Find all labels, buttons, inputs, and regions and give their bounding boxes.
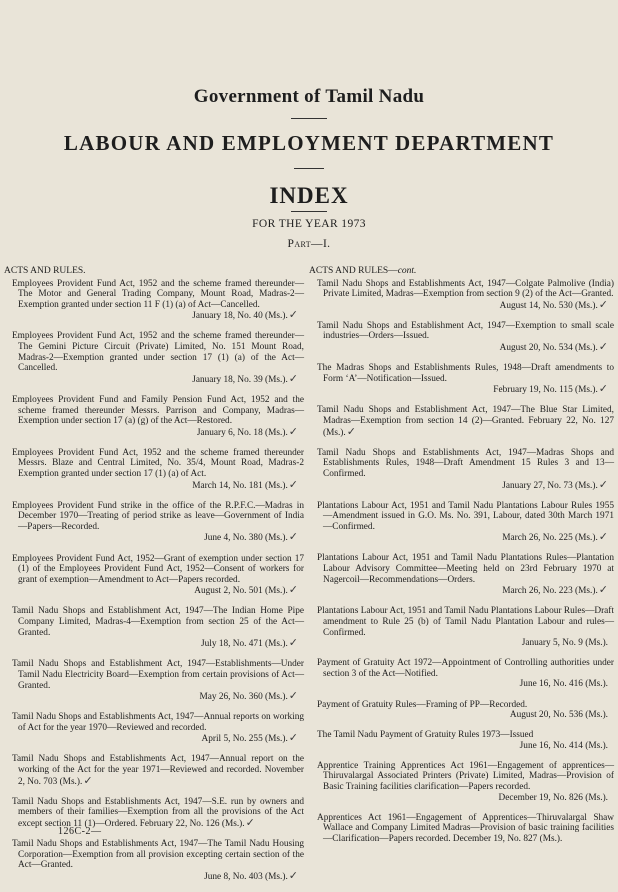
index-entry [309, 405, 614, 438]
index-entry [309, 700, 614, 721]
entry-text: The Madras Shops and Establishments Rules, 1948—Draft amendments to Form ‘A’—Notification—Issued. [317, 363, 614, 384]
index-entry [4, 797, 304, 830]
entry-text: Employees Provident Fund strike in the office of the R.P.F.C.—Madras in December 1970—Treating of period strike as leave—Government of India—Papers—Recorded. [12, 500, 304, 532]
index-entry [309, 321, 614, 354]
entry-text: Plantations Labour Act, 1951 and Tamil Nadu Plantations Labour Rules 1955—Amendment issued in G.O. Ms. No. 391, Labour, dated 30th March 1971—Confirmed. [317, 500, 614, 532]
part-label: Part—I. [287, 238, 331, 250]
left-column-heading: ACTS AND RULES. [4, 266, 86, 276]
entry-ref: January 6, No. 18 (Ms.).✓ [196, 424, 298, 438]
title-rule [291, 118, 327, 119]
entry-text: Plantations Labour Act, 1951 and Tamil Nadu Plantations Labour Rules—Draft amendment to Rule 25 (b) of Tamil Nadu Plantation Labour and rules—Confirmed. [317, 606, 614, 638]
entry-ref: June 16, No. 416 (Ms.). [519, 679, 608, 690]
entry-ref: December 19, No. 826 (Ms.). [498, 792, 608, 803]
entry-text: Employees Provident Fund Act, 1952 and the scheme framed thereunder—The Motor and General Trading Company, Mount Road, Madras-2—Exemption granted under section 11 F (1) (a) of Act—Cancelled. [12, 278, 304, 310]
department-title: LABOUR AND EMPLOYMENT DEPARTMENT [63, 131, 555, 155]
check-mark-icon: ✓ [598, 583, 608, 597]
entry-text: Tamil Nadu Shops and Establishments Act, 1947—Annual report on the working of the Act for the year 1971—Reviewed and recorded. November 2, No. 703 (Ms.).✓ [12, 754, 304, 787]
entry-ref: August 20, No. 534 (Ms.).✓ [499, 340, 608, 354]
entry-ref: March 14, No. 181 (Ms.).✓ [192, 477, 298, 491]
index-entry [4, 501, 304, 544]
entry-ref: August 2, No. 501 (Ms.).✓ [194, 583, 298, 597]
index-entry [4, 754, 304, 787]
entry-ref: January 18, No. 39 (Ms.).✓ [192, 371, 298, 385]
entry-text: Employees Provident Fund Act, 1952 and the scheme framed thereunder—The Gemini Picture Circuit (Private) Limited, No. 151 Mount Road, Madras-2—Exemption granted under section 17 (1) (a) of the Act—Cancelled. [12, 331, 304, 374]
entry-text: Tamil Nadu Shops and Establishments Act, 1947—S.E. run by owners and members of their families—Exemption from all the provisions of the Act except section 11 (1)—Ordered. February 22, No. 126 (Ms.).✓ [12, 796, 304, 829]
entry-ref: March 26, No. 223 (Ms.).✓ [502, 583, 608, 597]
index-entry [4, 448, 304, 491]
index-entry [4, 712, 304, 745]
check-mark-icon: ✓ [288, 636, 298, 650]
entry-ref: April 5, No. 255 (Ms.).✓ [201, 731, 298, 745]
index-rule [291, 211, 327, 212]
index-entry [309, 761, 614, 803]
index-entry [4, 659, 304, 702]
check-mark-icon: ✓ [288, 731, 298, 745]
entry-text: Apprentices Act 1961—Engagement of Apprentices—Thiruvalargal Shaw Wallace and Company Limited Madras—Provision of basic training facilities—Clarification—Papers recorded. December 19, No. 827 (Ms.). [317, 812, 614, 844]
right-column-heading: ACTS AND RULES—cont. [309, 266, 417, 276]
index-entry [4, 839, 304, 882]
entry-ref: June 8, No. 403 (Ms.).✓ [204, 868, 298, 882]
page-footer-code: 126C-2— [58, 826, 102, 837]
government-title: Government of Tamil Nadu [193, 86, 425, 107]
check-mark-icon: ✓ [598, 382, 608, 396]
right-column [309, 266, 614, 854]
index-entry [4, 331, 304, 385]
entry-text: Plantations Labour Act, 1951 and Tamil Nadu Plantations Rules—Plantation Labour Advisory Committee—Meeting held on 23rd February 1970 at Nagercoil—Recommendations—Orders. [317, 553, 614, 585]
entry-ref: January 5, No. 9 (Ms.). [521, 638, 608, 649]
entry-text: Tamil Nadu Shops and Establishment Act, 1947—Establishments—Under Tamil Nadu Electricity Board—Exemption from certain provisions of Act—Granted. [12, 659, 304, 691]
entry-text: Apprentice Training Apprentices Act 1961—Engagement of apprentices—Thiruvalargal Associated Printers (Private) Limited, Madras—Provision of Basic Training facilities clarification—Papers recorded. [317, 760, 614, 793]
check-mark-icon: ✓ [598, 340, 608, 354]
entry-ref: July 18, No. 471 (Ms.).✓ [201, 636, 298, 650]
entry-ref: March 26, No. 225 (Ms.).✓ [502, 530, 608, 544]
index-entry [309, 553, 614, 596]
entry-text: Tamil Nadu Shops and Establishments Act, 1947—Madras Shops and Establishments Rules, 1948—Draft Amendment 15 Rules 3 and 13—Confirmed. [317, 447, 614, 479]
entry-ref: May 26, No. 360 (Ms.).✓ [199, 689, 298, 703]
index-entry [4, 606, 304, 649]
index-entry [309, 730, 614, 751]
index-entry [4, 279, 304, 322]
year-subtitle: FOR THE YEAR 1973 [252, 218, 366, 230]
index-entry [309, 363, 614, 396]
entry-ref: August 14, No. 530 (Ms.).✓ [499, 297, 608, 311]
index-entry [309, 813, 614, 845]
page-header [0, 86, 618, 250]
entry-text: Payment of Gratuity Act 1972—Appointment of Controlling authorities under section 3 of the Act—Notified. [317, 658, 614, 679]
entry-text: Tamil Nadu Shops and Establishment Act, 1947—The Blue Star Limited, Madras—Exemption from section 14 (2)—Granted. February 22, No. 127 (Ms.).✓ [317, 405, 614, 438]
check-mark-icon: ✓ [598, 297, 608, 311]
entry-text: Tamil Nadu Shops and Establishments Act, 1947—The Tamil Nadu Housing Corporation—Exemption from all provision excepting certain section of the Act—Granted. [12, 839, 304, 871]
department-rule [294, 168, 324, 169]
index-entry [4, 395, 304, 438]
entry-text: Tamil Nadu Shops and Establishment Act, 1947—The Indian Home Pipe Company Limited, Madras-4—Exemption from section 25 of the Act—Granted. [12, 606, 304, 638]
index-title: INDEX [269, 183, 349, 208]
entry-ref: June 4, No. 380 (Ms.).✓ [204, 530, 298, 544]
check-mark-icon: ✓ [288, 371, 298, 385]
entry-ref: August 20, No. 536 (Ms.). [509, 710, 608, 721]
entry-ref: February 19, No. 115 (Ms.).✓ [493, 382, 608, 396]
entry-text: Employees Provident Fund and Family Pension Fund Act, 1952 and the scheme framed thereunder Messrs. Parrison and Company, Madras—Exemption under section 17 (a) (g) of the Act—Restored. [12, 394, 304, 427]
check-mark-icon: ✓ [288, 689, 298, 703]
check-mark-icon: ✓ [598, 477, 608, 491]
entry-text: The Tamil Nadu Payment of Gratuity Rules 1973—Issued [317, 730, 534, 741]
entry-ref: January 27, No. 73 (Ms.).✓ [502, 477, 608, 491]
index-entry [309, 279, 614, 312]
entry-ref: January 18, No. 40 (Ms.).✓ [192, 308, 298, 322]
check-mark-icon: ✓ [83, 773, 93, 787]
check-mark-icon: ✓ [245, 815, 255, 829]
entry-text: Tamil Nadu Shops and Establishment Act, 1947—Exemption to small scale industries—Orders—Issued. [317, 320, 614, 342]
index-entry [309, 606, 614, 648]
entry-ref: June 16, No. 414 (Ms.). [519, 740, 608, 751]
check-mark-icon: ✓ [288, 424, 298, 438]
check-mark-icon: ✓ [288, 477, 298, 491]
entry-text: Employees Provident Fund Act, 1952—Grant of exemption under section 17 (1) of the Employees Provident Fund Act, 1952—Consent of workers for grant of exemption—Amendment to Act—Papers recorded. [12, 553, 304, 585]
check-mark-icon: ✓ [346, 424, 356, 438]
check-mark-icon: ✓ [288, 868, 298, 882]
entry-text: Payment of Gratuity Rules—Framing of PP—Recorded. [317, 699, 528, 710]
index-entry [309, 501, 614, 544]
entry-text: Tamil Nadu Shops and Establishments Act, 1947—Colgate Palmolive (India) Private Limited, Madras—Exemption from section 9 (2) of the Act—Granted. [317, 278, 614, 300]
entry-text: Employees Provident Fund Act, 1952 and the scheme framed thereunder Messrs. Blaze and Central Limited, No. 35/4, Mount Road, Madras-2 Exemption granted under section 17 (1) (a) of Act. [12, 447, 304, 479]
check-mark-icon: ✓ [288, 530, 298, 544]
check-mark-icon: ✓ [288, 308, 298, 322]
check-mark-icon: ✓ [598, 530, 608, 544]
index-entry [309, 658, 614, 690]
left-column [4, 266, 304, 892]
index-entry [4, 554, 304, 597]
entry-text: Tamil Nadu Shops and Establishments Act, 1947—Annual reports on working of Act for the year 1970—Reviewed and recorded. [12, 712, 304, 733]
check-mark-icon: ✓ [288, 583, 298, 597]
index-entry [309, 448, 614, 491]
